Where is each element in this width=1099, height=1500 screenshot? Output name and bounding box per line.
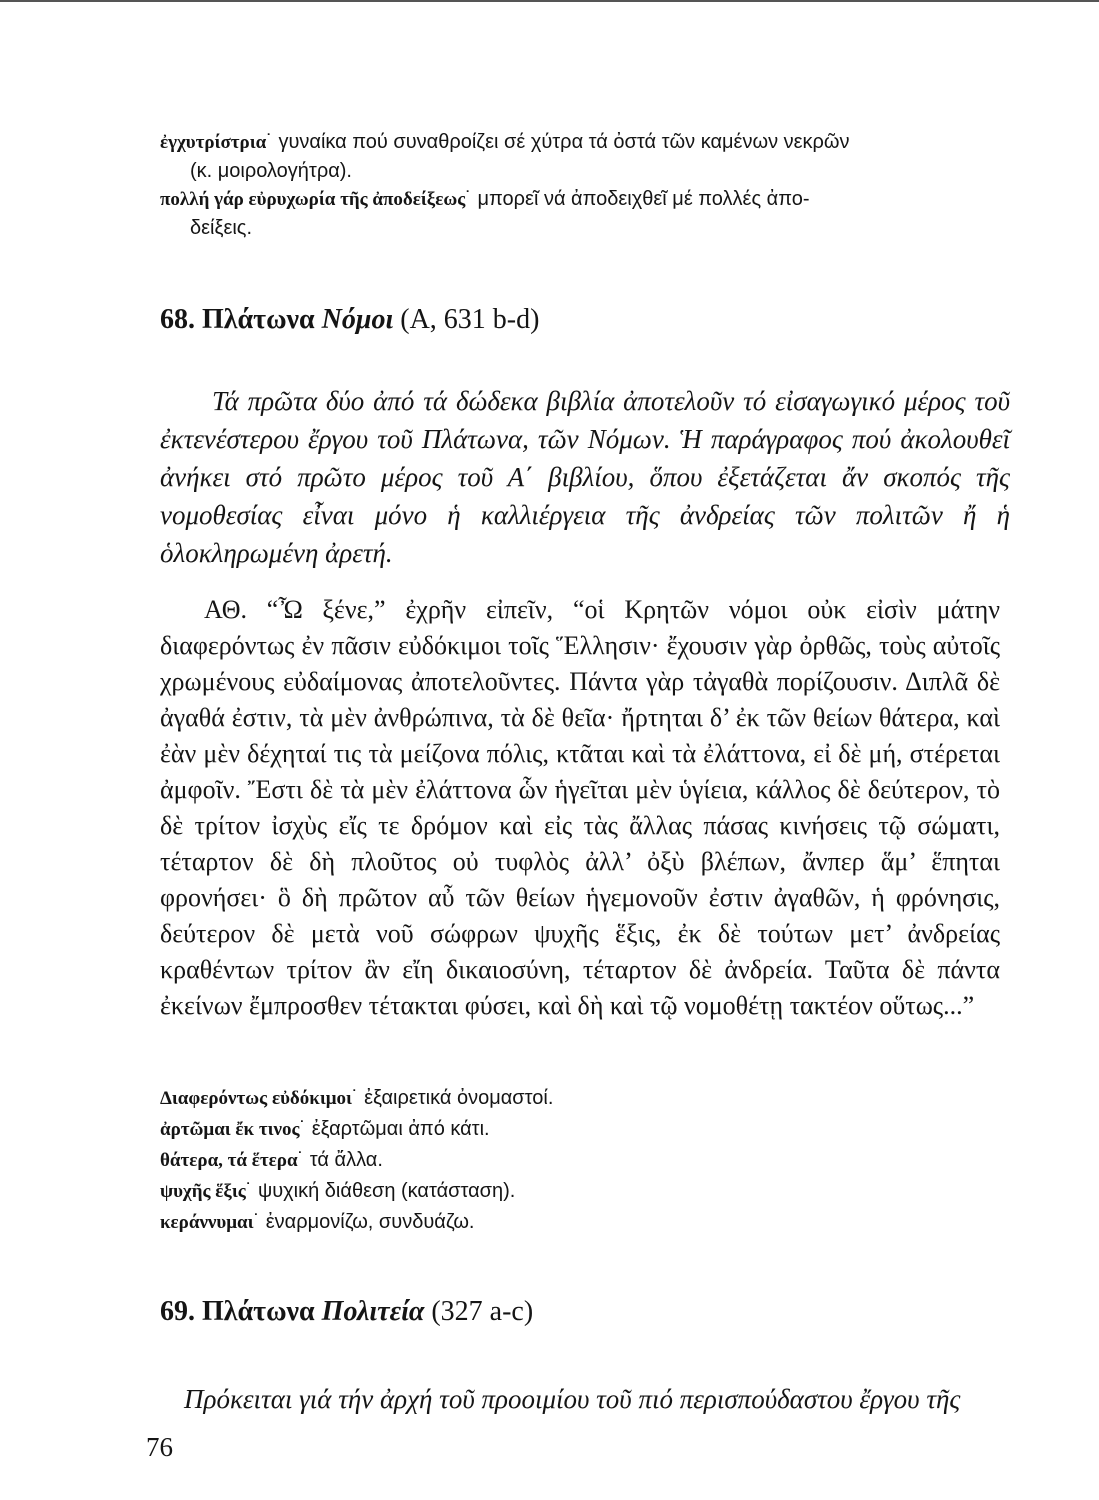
glossary-separator: ˙ [297,1149,310,1171]
section-69-intro: Πρόκειται γιά τήν ἀρχή τοῦ προοιμίου τοῦ πιό περισπούδαστου ἔργου τῆς [184,1384,961,1414]
section-68-intro: Τά πρῶτα δύο ἀπό τά δώδεκα βιβλία ἀποτελοῦν τό εἰσαγωγικό μέρος τοῦ ἐκτενέστερου ἔργου τοῦ Πλάτωνα, τῶν Νόμων. Ἡ παράγραφος πού ἀκολουθεῖ ἀνήκει στό πρῶτο μέρος τοῦ Α΄ βιβλίου, ὅπου ἐξετάζεται ἄν σκοπός τῆς νομοθεσίας εἶναι μόνο ἡ καλλιέργεια τῆς ἀνδρείας τῶν πολιτῶν ἤ ἡ ὁλοκληρωμένη ἀρετή. [160,386,1010,568]
glossary-separator: ˙ [351,1087,365,1109]
glossary-definition: τά ἄλλα. [309,1149,383,1171]
glossary-separator: ˙ [465,188,478,210]
glossary-continuation: δείξεις. [190,217,253,239]
glossary-term: πολλή γάρ εὐρυχωρία τῆς ἀποδείξεως [160,189,466,210]
glossary-separator: ˙ [299,1118,312,1140]
glossary-separator: ˙ [266,131,279,153]
glossary-entry [160,1083,1040,1114]
glossary-continuation: (κ. μοιρολογήτρα). [190,160,352,182]
glossary-entry [160,1176,1040,1207]
section-69-heading [160,1296,533,1328]
glossary-definition: ἐξαρτῶμαι ἀπό κάτι. [311,1118,490,1140]
section-author: Πλάτωνα [202,1296,315,1327]
glossary-definition: ἐναρμονίζω, συνδυάζω. [265,1211,475,1233]
section-work-title: Πολιτεία [321,1296,425,1327]
glossary-definition: γυναίκα πού συναθροίζει σέ χύτρα τά ὀστά τῶν καμένων νεκρῶν [278,131,850,153]
glossary-entry [160,1114,1040,1145]
glossary-term: Διαφερόντως εὐδόκιμοι [160,1088,352,1109]
glossary-term: θάτερα, τά ἕτερα [160,1150,298,1171]
section-68-heading [160,304,539,336]
glossary-section-68 [160,1083,1040,1238]
glossary-entry [160,1145,1040,1176]
glossary-definition: ψυχική διάθεση (κατάσταση). [257,1180,516,1202]
page-number: 76 [146,1432,173,1462]
section-work-title: Νόμοι [321,304,394,335]
glossary-definition: ἐξαιρετικά ὀνομαστοί. [364,1087,554,1109]
glossary-term: ἀρτῶμαι ἔκ τινος [160,1119,300,1140]
glossary-entry [160,185,1040,242]
glossary-entry [160,1207,1040,1238]
section-reference: (327 a-c) [431,1296,534,1327]
glossary-term: ἐγχυτρίστρια [160,132,267,153]
glossary-separator: ˙ [253,1211,266,1233]
section-reference: (Α, 631 b-d) [400,304,540,335]
glossary-term: ψυχῆς ἕξις [160,1181,246,1202]
page-top-edge [0,0,1099,2]
glossary-entry [160,128,1040,185]
section-number: 68. [160,304,195,335]
section-number: 69. [160,1296,195,1327]
glossary-separator: ˙ [245,1180,258,1202]
glossary-term: κεράννυμαι [160,1212,254,1233]
glossary-top [160,128,1040,242]
section-author: Πλάτωνα [202,304,315,335]
section-68-passage: ΑΘ. “Ὦ ξένε,” ἐχρῆν εἰπεῖν, “οἱ Κρητῶν νόμοι οὐκ εἰσὶν μάτην διαφερόντως ἐν πᾶσιν εὐδόκιμοι τοῖς Ἕλλησιν· ἔχουσιν γὰρ ὀρθῶς, τοὺς αὐτοῖς χρωμένους εὐδαίμονας ἀποτελοῦντες. Πάντα γὰρ τἀγαθὰ πορίζουσιν. Διπλᾶ δὲ ἀγαθά ἐστιν, τὰ μὲν ἀνθρώπινα, τὰ δὲ θεῖα· ἤρτηται δ’ ἐκ τῶν θείων θάτερα, καὶ ἐὰν μὲν δέχηταί τις τὰ μείζονα πόλις, κτᾶται καὶ τὰ ἐλάττονα, εἰ δὲ μή, στέρεται ἀμφοῖν. Ἔστι δὲ τὰ μὲν ἐλάττονα ὧν ἡγεῖται μὲν ὑγίεια, κάλλος δὲ δεύτερον, τὸ δὲ τρίτον ἰσχὺς εἴς τε δρόμον καὶ εἰς τὰς ἄλλας πάσας κινήσεις τῷ σώματι, τέταρτον δὲ δὴ πλοῦτος οὐ τυφλὸς ἀλλ’ ὀξὺ βλέπων, ἄνπερ ἅμ’ ἕπηται φρονήσει· ὃ δὴ πρῶτον αὖ τῶν θείων ἡγεμονοῦν ἐστιν ἀγαθῶν, ἡ φρόνησις, δεύτερον δὲ μετὰ νοῦ σώφρων ψυχῆς ἕξις, ἐκ δὲ τούτων μετ’ ἀνδρείας κραθέντων τρίτον ἂν εἴη δικαιοσύνη, τέταρτον δὲ ἀνδρεία. Ταῦτα δὲ πάντα ἐκείνων ἔμπροσθεν τέτακται φύσει, καὶ δὴ καὶ τῷ νομοθέτῃ τακτέον οὕτως...” [160,595,1000,1020]
glossary-definition: μπορεῖ νά ἀποδειχθεῖ μέ πολλές ἀπο- [477,188,810,210]
